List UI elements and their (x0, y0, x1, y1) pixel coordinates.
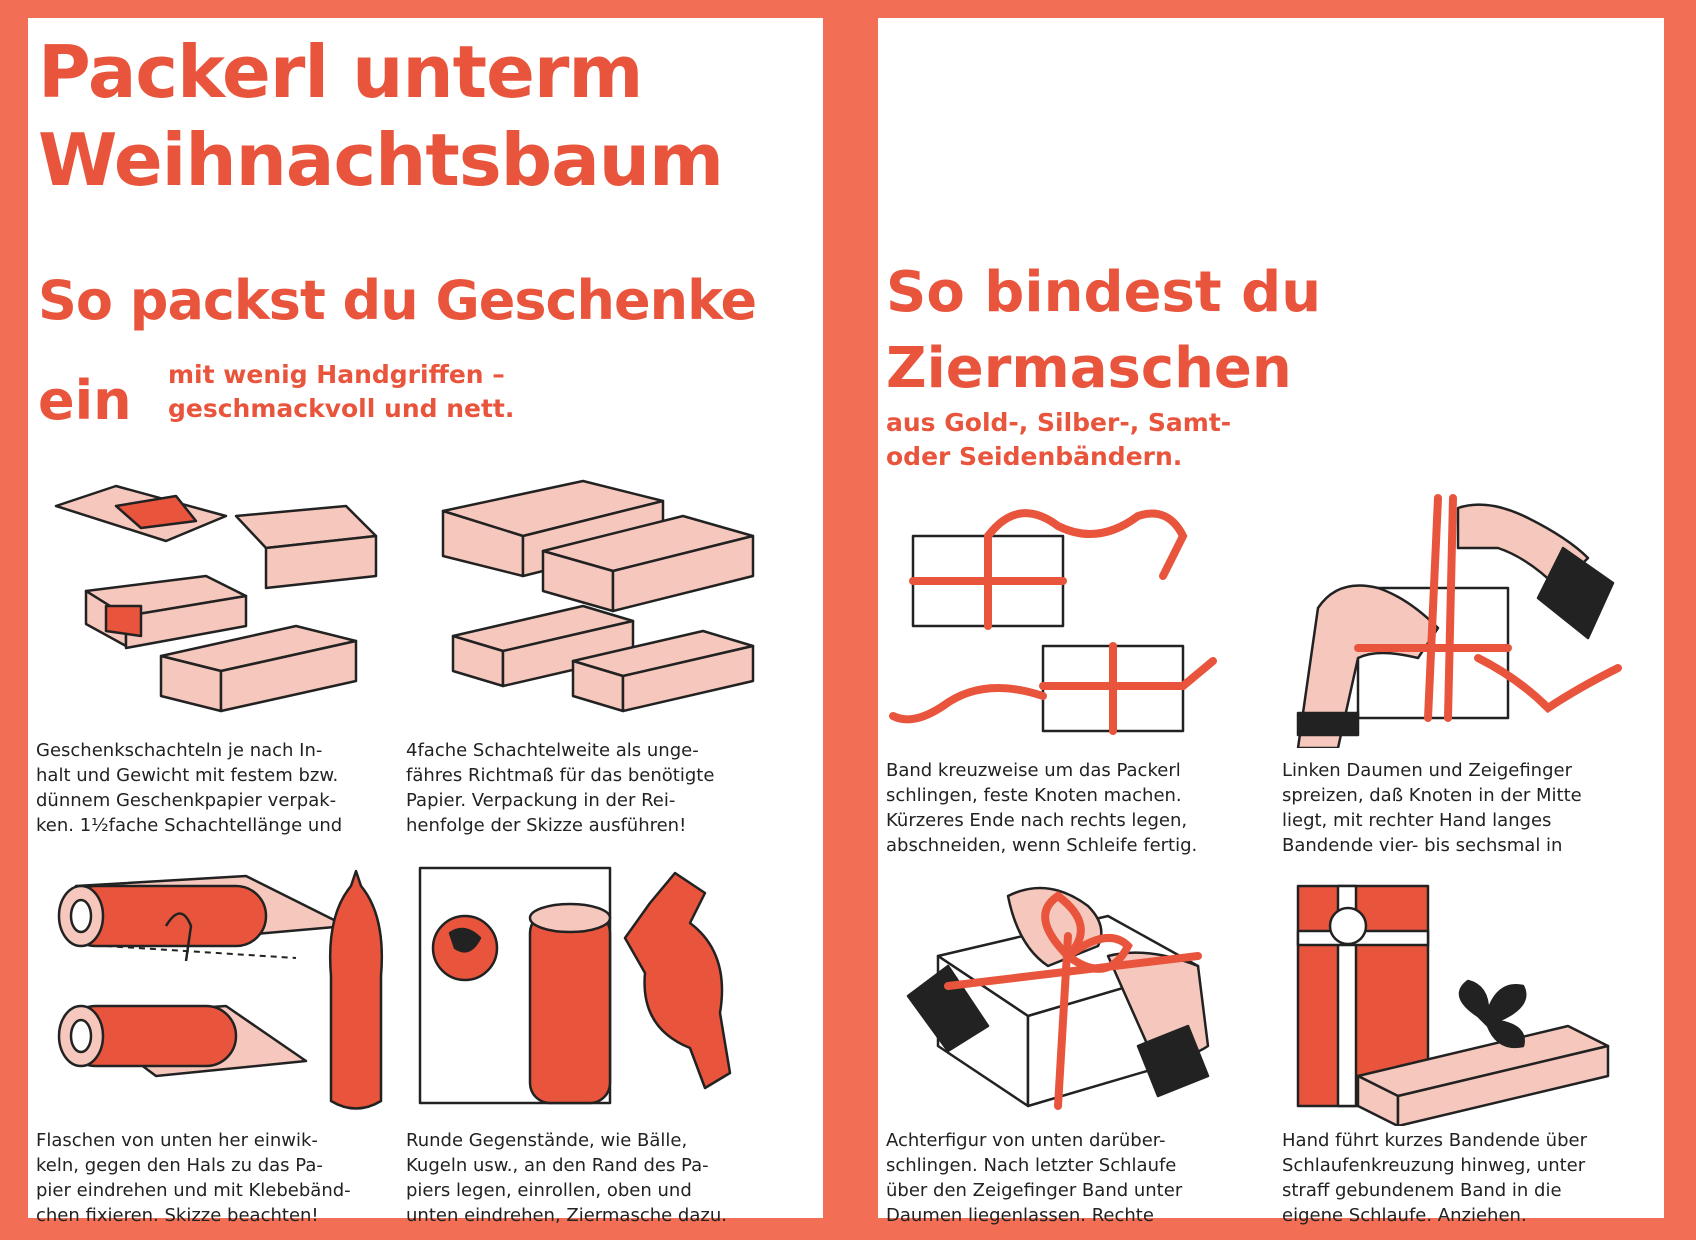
right-page (878, 18, 1664, 1226)
left-page (28, 18, 823, 1226)
bottle-wrapping-drawing (46, 866, 406, 1116)
illustration-ribbon-crossing (883, 496, 1243, 746)
subheading-line-2: oder Seidenbändern. (886, 442, 1183, 471)
section-subheading-bows (886, 406, 1306, 474)
figure-eight-drawing (888, 876, 1238, 1126)
hands-spreading-drawing (1278, 488, 1638, 748)
box-wrapping-drawing (46, 466, 416, 726)
caption-figure-eight: Achterfigur von unten darüber- schlingen. Nach letzter Schlaufe über den Zeigefinger Band unter Daumen liegenlassen. Rechte (886, 1130, 1183, 1226)
section-subheading-wrapping (168, 358, 514, 426)
title-line-1: Packerl unterm (38, 30, 643, 114)
caption-finished-bow: Hand führt kurzes Bandende über Schlaufenkreuzung hinweg, unter straff gebundenem Band in die eigene Schlaufe. Anziehen. (1282, 1130, 1587, 1226)
subheading-line-1: aus Gold-, Silber-, Samt- (886, 408, 1232, 437)
illustration-folded-boxes (433, 466, 793, 726)
subheading-line-1: mit wenig Handgriffen – (168, 360, 505, 389)
section-heading-bows (886, 255, 1406, 407)
round-objects-drawing (410, 863, 780, 1113)
heading-line-1: So bindest du (886, 260, 1322, 325)
illustration-figure-eight (888, 876, 1238, 1126)
caption-hands-spreading: Linken Daumen und Zeigefinger spreizen, daß Knoten in der Mitte liegt, mit rechter Hand langes Bandende vier- bis sechsmal in (1282, 760, 1582, 856)
heading-line-2: Ziermaschen (886, 336, 1292, 401)
caption-paper-size: 4fache Schachtelweite als unge- fähres Richtmaß für das benötigte Papier. Verpackung in der Rei- henfolge der Skizze ausführen! (406, 740, 715, 836)
ribbon-crossing-drawing (883, 496, 1243, 746)
illustration-round-objects (410, 863, 780, 1113)
caption-ribbon-crossing: Band kreuzweise um das Packerl schlingen, feste Knoten machen. Kürzeres Ende nach rechts legen, abschneiden, wenn Schleife fertig. (886, 760, 1198, 856)
title-line-2: Weihnachtsbaum (38, 118, 724, 202)
illustration-hands-spreading (1278, 488, 1638, 748)
caption-box-wrapping: Geschenkschachteln je nach In- halt und Gewicht mit festem bzw. dünnem Geschenkpapier verpak- ken. 1½fache Schachtellänge und (36, 740, 343, 836)
caption-bottles: Flaschen von unten her einwik- keln, gegen den Hals zu das Pa- pier eindrehen und mit Klebebänd- chen fixieren. Skizze beachten! (36, 1130, 351, 1226)
section-heading-wrapping-end: ein (38, 369, 132, 432)
finished-bows-drawing (1278, 876, 1628, 1126)
illustration-finished-bows (1278, 876, 1628, 1126)
illustration-bottle-wrapping (46, 866, 406, 1116)
folded-boxes-drawing (433, 466, 793, 726)
section-heading-wrapping: So packst du Geschenke (38, 269, 757, 332)
subheading-line-2: geschmackvoll und nett. (168, 394, 515, 423)
page-title (38, 28, 723, 204)
caption-round-objects: Runde Gegenstände, wie Bälle, Kugeln usw., an den Rand des Pa- piers legen, einrollen, oben und unten eindrehen, Ziermasche dazu. (406, 1130, 727, 1226)
illustration-box-wrapping (46, 466, 416, 726)
